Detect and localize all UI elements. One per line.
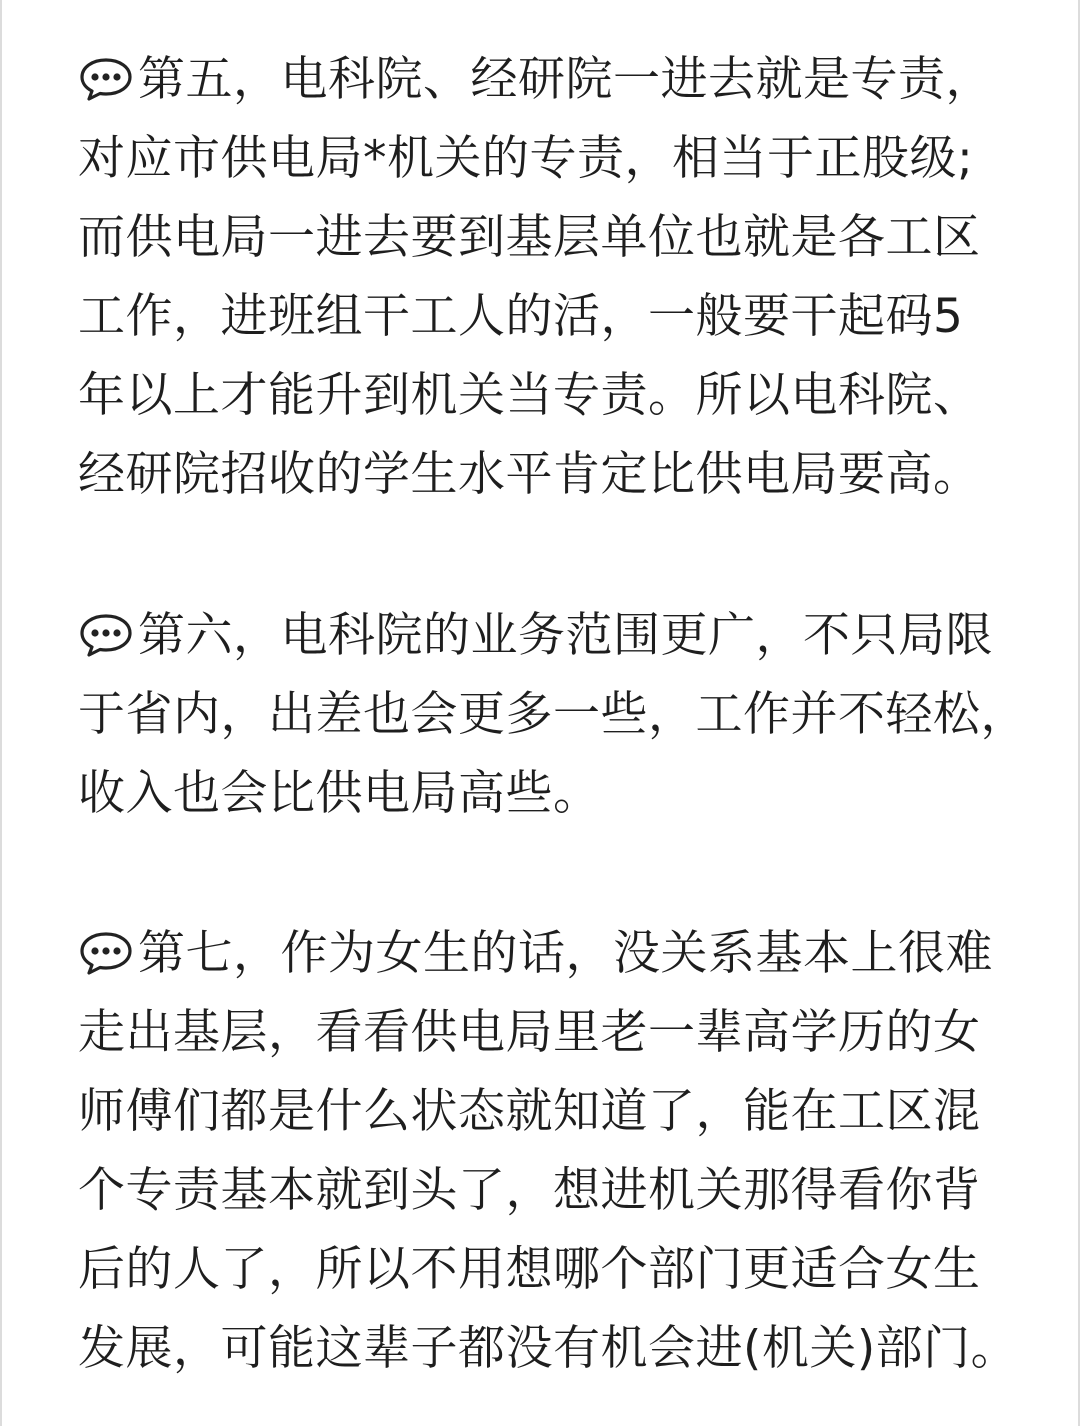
- speech-bubble-icon: [78, 613, 134, 657]
- paragraph-line: 而供电局一进去要到基层单位也就是各工区: [78, 210, 981, 265]
- paragraph-line: 收入也会比供电局高些。: [78, 766, 601, 821]
- paragraph-line: 后的人了，所以不用想哪个部门更适合女生: [78, 1242, 981, 1297]
- speech-bubble-icon: [78, 931, 134, 975]
- paragraph-line: 于省内，出差也会更多一些，工作并不轻松，: [78, 687, 1028, 742]
- paragraph-fifth-point: [78, 40, 1038, 514]
- paragraph-line: 年以上才能升到机关当专责。所以电科院、: [78, 368, 981, 423]
- paragraph-line: 经研院招收的学生水平肯定比供电局要高。: [78, 447, 981, 502]
- paragraph-line: 发展，可能这辈子都没有机会进(机关)部门。: [78, 1321, 1019, 1376]
- paragraph-line: 个专责基本就到头了，想进机关那得看你背: [78, 1163, 981, 1218]
- paragraph-line-text: 第五，电科院、经研院一进去就是专责，: [138, 52, 993, 107]
- paragraph-line-text: 第七，作为女生的话，没关系基本上很难: [138, 926, 993, 981]
- paragraph-line: [78, 40, 1038, 119]
- paragraph-line: 对应市供电局*机关的专责，相当于正股级;: [78, 131, 974, 186]
- paragraph-line: [78, 914, 1038, 993]
- paragraph-line-text: 第六，电科院的业务范围更广，不只局限: [138, 608, 993, 663]
- paragraph-line: [78, 596, 1038, 675]
- paragraph-line: 师傅们都是什么状态就知道了，能在工区混: [78, 1084, 981, 1139]
- paragraph-line: 工作，进班组干工人的活，一般要干起码5: [78, 289, 964, 344]
- paragraph-sixth-point: [78, 596, 1038, 833]
- speech-bubble-icon: [78, 57, 134, 101]
- paragraph-line: 走出基层，看看供电局里老一辈高学历的女: [78, 1005, 981, 1060]
- paragraph-seventh-point: [78, 914, 1038, 1388]
